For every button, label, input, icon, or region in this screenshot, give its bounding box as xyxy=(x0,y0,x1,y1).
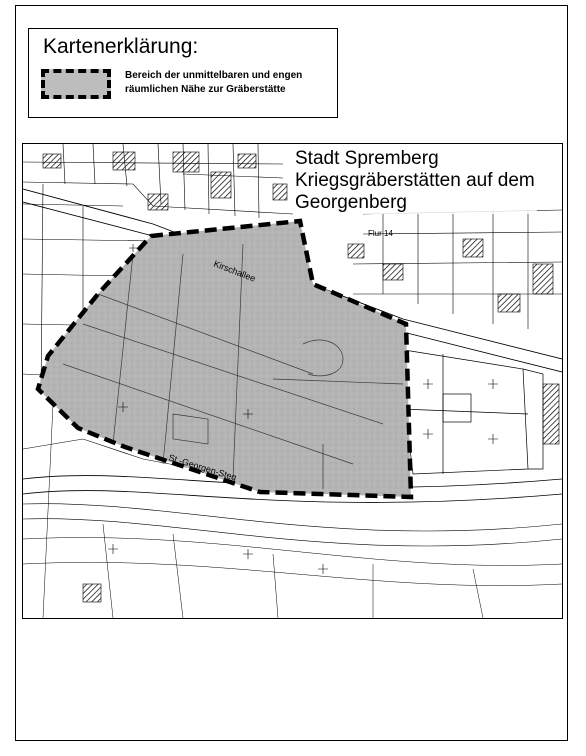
map-title xyxy=(293,148,537,214)
legend-description xyxy=(125,69,302,97)
map-title-line1: Stadt Spremberg xyxy=(295,148,439,169)
flur-label: Flur 14 xyxy=(368,229,393,238)
cadastral-map[interactable] xyxy=(23,144,562,618)
map-title-line2: Kriegsgräberstätten auf dem xyxy=(295,170,535,191)
legend-description-line2: räumlichen Nähe zur Gräberstätte xyxy=(125,84,286,95)
legend-box xyxy=(28,28,338,118)
legend-swatch xyxy=(41,69,111,99)
street-label-st-georgen-steg: St.-Georgen-Steg xyxy=(167,452,238,483)
map-title-line3: Georgenberg xyxy=(295,192,407,213)
street-label-kirschallee: Kirschallee xyxy=(212,258,257,284)
legend-title: Kartenerklärung: xyxy=(43,35,199,58)
legend-description-line1: Bereich der unmittelbaren und engen xyxy=(125,70,303,81)
cemetery-east xyxy=(398,349,543,474)
map-frame[interactable] xyxy=(22,143,563,619)
